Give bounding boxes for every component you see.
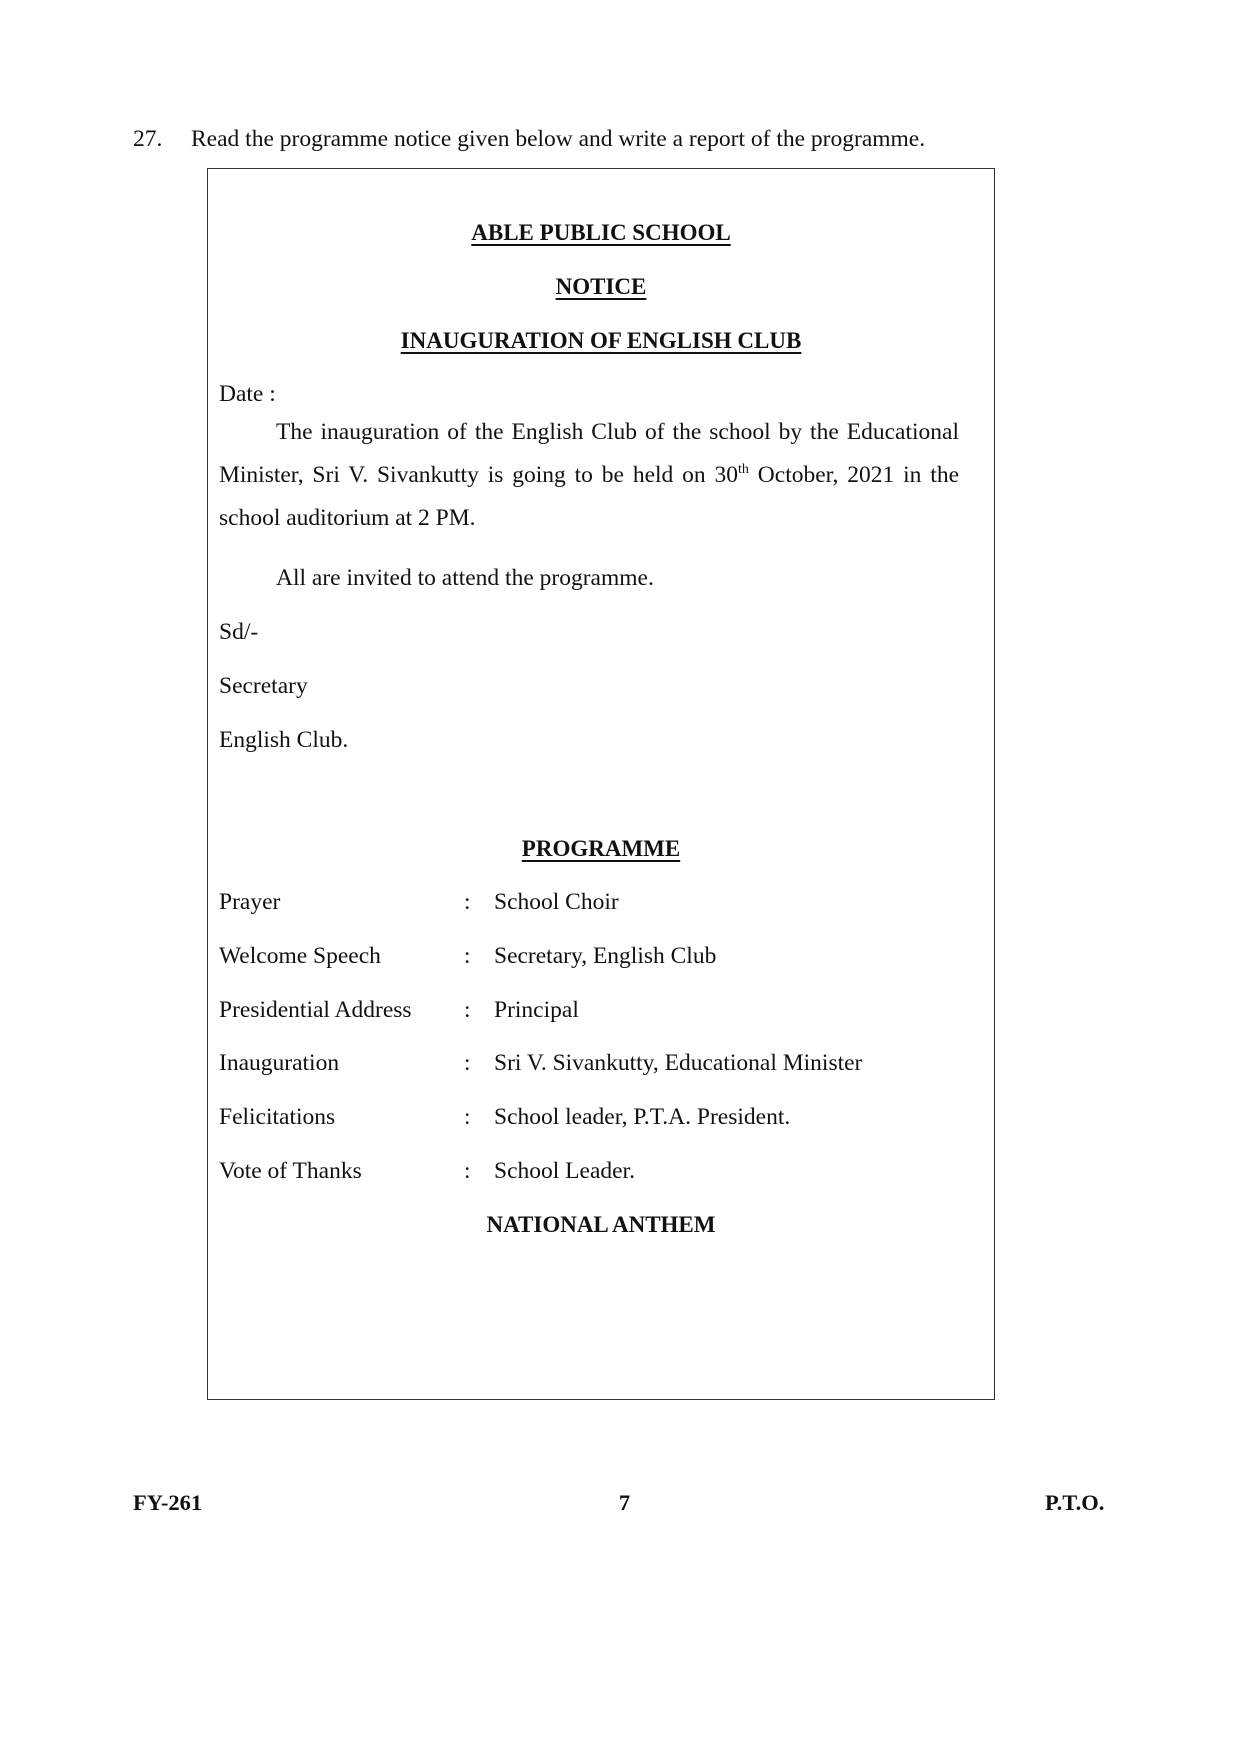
school-name: ABLE PUBLIC SCHOOL bbox=[471, 220, 731, 245]
notice-body-start: The inauguration of the English Club of the school by the Educational Minister, Sri V. Sivankutty is going to be held on 30 bbox=[219, 419, 959, 488]
notice-box bbox=[207, 168, 995, 1400]
notice-subject: INAUGURATION OF ENGLISH CLUB bbox=[400, 328, 802, 353]
paper-code: FY-261 bbox=[133, 1490, 203, 1515]
date-superscript: th bbox=[738, 462, 749, 478]
programme-detail: Principal bbox=[494, 997, 579, 1023]
programme-detail: Sri V. Sivankutty, Educational Minister bbox=[494, 1050, 863, 1076]
national-anthem: NATIONAL ANTHEM bbox=[486, 1212, 716, 1237]
programme-separator: : bbox=[464, 997, 471, 1023]
programme-separator: : bbox=[464, 1158, 471, 1184]
please-turn-over: P.T.O. bbox=[1045, 1490, 1105, 1515]
notice-label: NOTICE bbox=[555, 274, 647, 299]
programme-detail: Secretary, English Club bbox=[494, 943, 717, 969]
programme-detail: School Choir bbox=[494, 889, 619, 915]
question-text: Read the programme notice given below and write a report of the programme. bbox=[191, 126, 926, 152]
signatory-org: English Club. bbox=[219, 727, 349, 753]
question-number: 27. bbox=[133, 126, 163, 152]
programme-separator: : bbox=[464, 1050, 471, 1076]
programme-item: Prayer bbox=[219, 889, 281, 915]
programme-detail: School leader, P.T.A. President. bbox=[494, 1104, 791, 1130]
signature: Sd/- bbox=[219, 619, 259, 645]
question bbox=[133, 122, 925, 156]
notice-body-end: October, 2021 in the school auditorium at 2 PM. bbox=[219, 462, 960, 531]
programme-item: Presidential Address bbox=[219, 997, 412, 1023]
programme-separator: : bbox=[464, 889, 471, 915]
programme-separator: : bbox=[464, 1104, 471, 1130]
programme-heading: PROGRAMME bbox=[521, 836, 681, 861]
programme-item: Vote of Thanks bbox=[219, 1158, 362, 1184]
notice-body bbox=[219, 411, 959, 540]
programme-separator: : bbox=[464, 943, 471, 969]
programme-item: Felicitations bbox=[219, 1104, 336, 1130]
invitation-text: All are invited to attend the programme. bbox=[276, 565, 654, 591]
date-label: Date : bbox=[219, 381, 276, 407]
programme-item: Welcome Speech bbox=[219, 943, 381, 969]
signatory-title: Secretary bbox=[219, 673, 308, 699]
programme-item: Inauguration bbox=[219, 1050, 340, 1076]
programme-detail: School Leader. bbox=[494, 1158, 635, 1184]
page-number: 7 bbox=[618, 1490, 631, 1515]
